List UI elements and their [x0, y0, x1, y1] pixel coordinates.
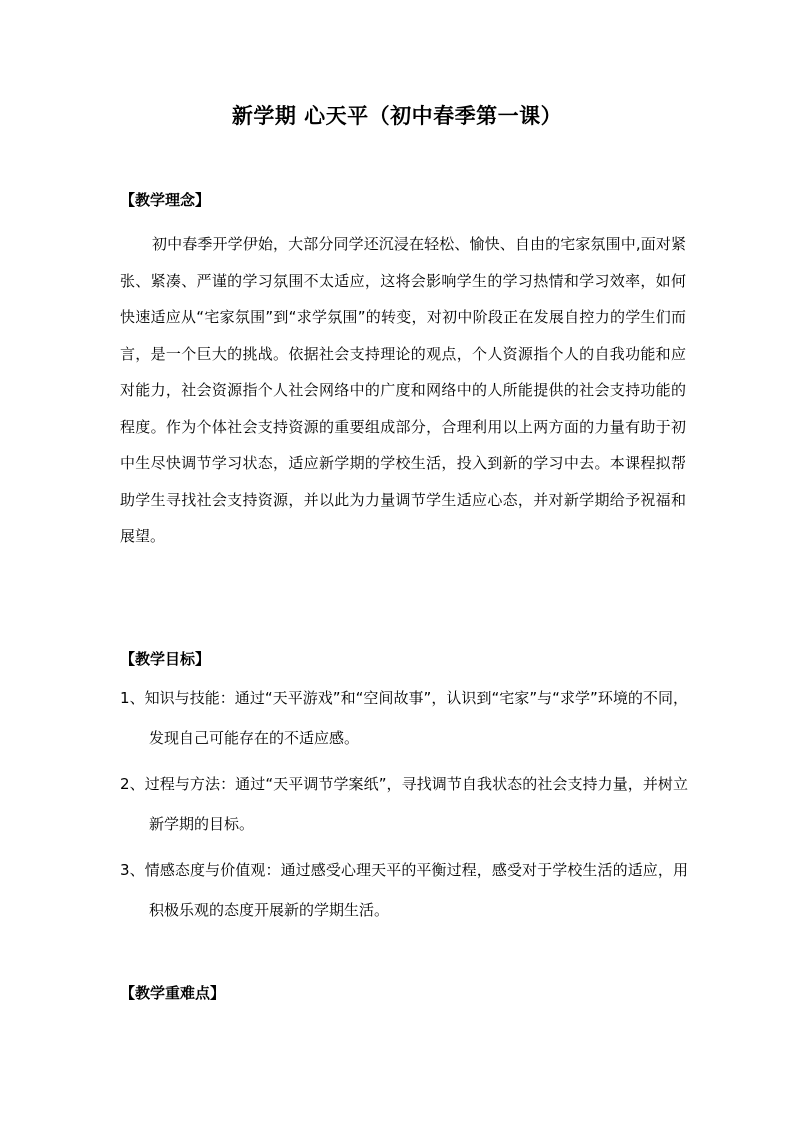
concept-paragraph: 初中春季开学伊始，大部分同学还沉浸在轻松、愉快、自由的宅家氛围中,面对紧张、紧凑、严谨的学习氛围不太适应，这将会影响学生的学习热情和学习效率，如何快速适应从“宅家氛围”到“求学氛围”的转变，对初中阶段正在发展自控力的学生们而言，是一个巨大的挑战。依据社会支持理论的观点，个人资源指个人的自我功能和应对能力，社会资源指个人社会网络中的广度和网络中的人所能提供的社会支持功能的程度。作为个体社会支持资源的重要组成部分，合理利用以上两方面的力量有助于初中生尽快调节学习状态，适应新学期的学校生活，投入到新的学习中去。本课程拟帮助学生寻找社会支持资源，并以此为力量调节学生适应心态，并对新学期给予祝福和展望。 [120, 235, 686, 545]
section-heading-key-points: 【教学重难点】 [120, 984, 226, 1002]
goal-item-2 [120, 764, 688, 844]
goal-text: 知识与技能：通过“天平游戏”和“空间故事”，认识到“宅家”与“求学”环境的不同，发现自己可能存在的不适应感。 [144, 689, 688, 747]
page-title: 新学期 心天平（初中春季第一课） [231, 103, 563, 128]
section-heading-goals: 【教学目标】 [120, 650, 211, 668]
section-heading-concept: 【教学理念】 [120, 191, 211, 209]
goal-number: 1、 [120, 689, 145, 707]
goal-item-3 [120, 850, 688, 930]
goal-text: 情感态度与价值观：通过感受心理天平的平衡过程，感受对于学校生活的适应，用积极乐观的态度开展新的学期生活。 [144, 861, 688, 919]
goal-number: 2、 [120, 775, 145, 793]
goal-number: 3、 [120, 861, 145, 879]
goal-text: 过程与方法：通过“天平调节学案纸”，寻找调节自我状态的社会支持力量，并树立新学期的目标。 [144, 775, 689, 833]
goal-item-1 [120, 678, 688, 758]
